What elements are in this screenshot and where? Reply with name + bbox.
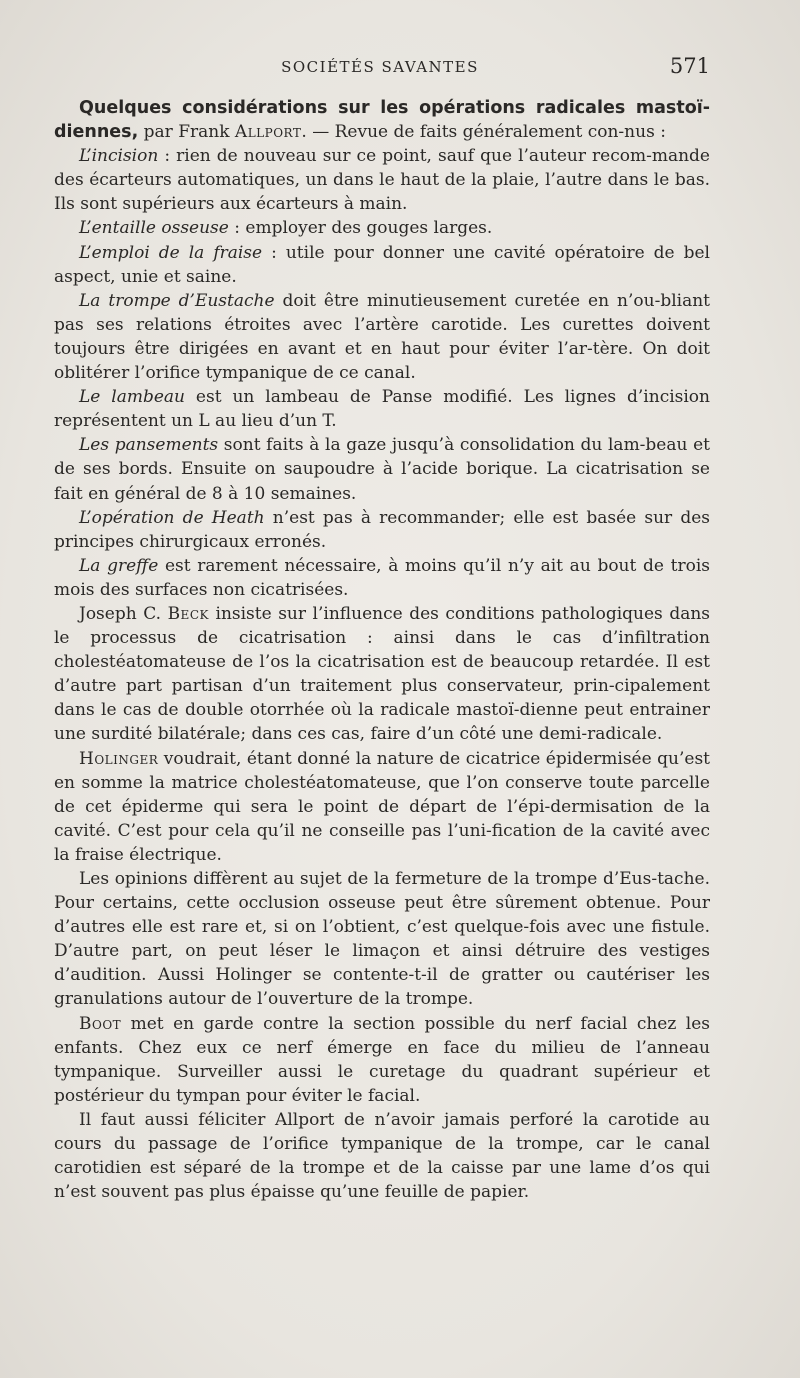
- paragraph-text: n’est pas à recommander; elle est basée sur des principes chirurgicaux erronés.: [54, 507, 711, 552]
- paragraph-text: : rien de nouveau sur ce point, sauf que l’auteur recom-mande des écarteurs automatiques, un dans le haut de la plaie, l’autre dans le bas. Ils sont supérieurs aux écarteurs à main.: [54, 146, 710, 215]
- paragraph-text: est rarement nécessaire, à moins qu’il n’y ait au bout de trois mois des surfaces non cicatrisées.: [54, 555, 710, 600]
- paragraph-incision: [54, 144, 710, 216]
- paragraph-lead: Les pansements: [79, 435, 219, 456]
- holinger-text: voudrait, étant donné la nature de cicatrice épidermisée qu’est en somme la matrice cholestéatomateuse, que l’on conserve toute parcelle de cet épiderme qui sera le point de départ de l’épi-dermisation de la cavité. C’est pour cela qu’il ne conseille pas l’uni-fication de la cavité avec la fraise électrique.: [54, 748, 710, 865]
- paragraph-text: doit être minutieusement curetée en n’ou-bliant pas ses relations étroites avec l’artère carotide. Les curettes doivent toujours être dirigées en avant et en haut pour éviter l’ar-tère. On doit oblitérer l’orifice tympanique de ce canal.: [54, 290, 710, 384]
- paragraph-entaille: [54, 216, 710, 240]
- paragraph-greffe: [54, 554, 710, 602]
- paragraph-lead: L’opération de Heath: [79, 507, 265, 528]
- paragraph-fraise: [54, 241, 710, 289]
- holinger-name: Holinger: [79, 748, 159, 769]
- paragraph-holinger: [54, 747, 710, 867]
- running-title: SOCIÉTÉS SAVANTES: [281, 58, 479, 76]
- paragraph-lead: La greffe: [79, 555, 159, 576]
- boot-text: met en garde contre la section possible du nerf facial chez les enfants. Chez eux ce nerf émerge en face du milieu de l’anneau tympanique. Surveiller aussi le curetage du quadrant supérieur et postérieur du tympan pour éviter le facial.: [54, 1013, 710, 1106]
- paragraph-text: est un lambeau de Panse modifié. Les lignes d’incision représentent un L au lieu d’un T.: [54, 387, 710, 432]
- paragraph-lambeau: [54, 385, 710, 433]
- beck-name: Beck: [167, 603, 209, 624]
- paragraph-closing: Il faut aussi féliciter Allport de n’avoir jamais perforé la carotide au cours du passage de l’orifice tympanique de la trompe, car le canal carotidien est séparé de la trompe et de la caisse par une lame d’os qui n’est souvent pas plus épaisse qu’une feuille de papier.: [54, 1109, 710, 1203]
- page-number: 571: [669, 54, 710, 78]
- page-header: [50, 54, 710, 88]
- article-title: Quelques considérations sur les opérations radicales mastoï-diennes,: [54, 98, 710, 143]
- article-by: par Frank: [138, 122, 235, 143]
- article-intro: . — Revue de faits généralement con-nus :: [301, 122, 666, 143]
- article-title-paragraph: [54, 96, 710, 144]
- paragraph-text: : employer des gouges larges.: [228, 218, 493, 239]
- article-body: [54, 96, 710, 1204]
- paragraph-lead: L’emploi de la fraise: [79, 242, 263, 263]
- paragraph-lead: Le lambeau: [79, 387, 185, 408]
- paragraph-lead: La trompe d’Eustache: [79, 290, 275, 311]
- paragraph-beck: [54, 602, 710, 747]
- beck-pre: Joseph C.: [79, 603, 168, 624]
- paragraph-opinions: Les opinions diffèrent au sujet de la fermeture de la trompe d’Eus-tache. Pour certains, cette occlusion osseuse peut être sûrement obtenue. Pour d’autres elle est rare et, si on l’obtient, c’est quelque-fois avec une fistule. D’autre part, on peut léser le limaçon et ainsi détruire des vestiges d’audition. Aussi Holinger se contente-t-il de gratter ou cautériser les granulations autour de l’ouverture de la trompe.: [54, 869, 710, 1010]
- paragraph-lead: L’incision: [79, 146, 159, 167]
- paragraph-text: : utile pour donner une cavité opératoire de bel aspect, unie et saine.: [54, 242, 710, 287]
- paragraph-lead: L’entaille osseuse: [79, 218, 229, 239]
- paragraph-text: sont faits à la gaze jusqu’à consolidation du lam-beau et de ses bords. Ensuite on saupoudre à l’acide borique. La cicatrisation se fait en général de 8 à 10 semaines.: [54, 435, 710, 504]
- paragraph-trompe: [54, 289, 710, 385]
- paragraph-heath: [54, 506, 710, 554]
- boot-name: Boot: [79, 1013, 122, 1034]
- beck-text: insiste sur l’influence des conditions pathologiques dans le processus de cicatrisation : ainsi dans le cas d’infiltration cholestéatomateuse de l’os la cicatrisation est de beaucoup retardée. Il est d’autre part partisan d’un traitement plus conservateur, prin-cipalement dans le cas de double otorrhée où la radicale mastoï-dienne peut entrainer une surdité bilatérale; dans ces cas, faire d’un côté une demi-radicale.: [54, 603, 711, 745]
- paragraph-boot: [54, 1012, 710, 1108]
- article-author: Allport: [234, 122, 302, 143]
- paragraph-pansements: [54, 433, 710, 505]
